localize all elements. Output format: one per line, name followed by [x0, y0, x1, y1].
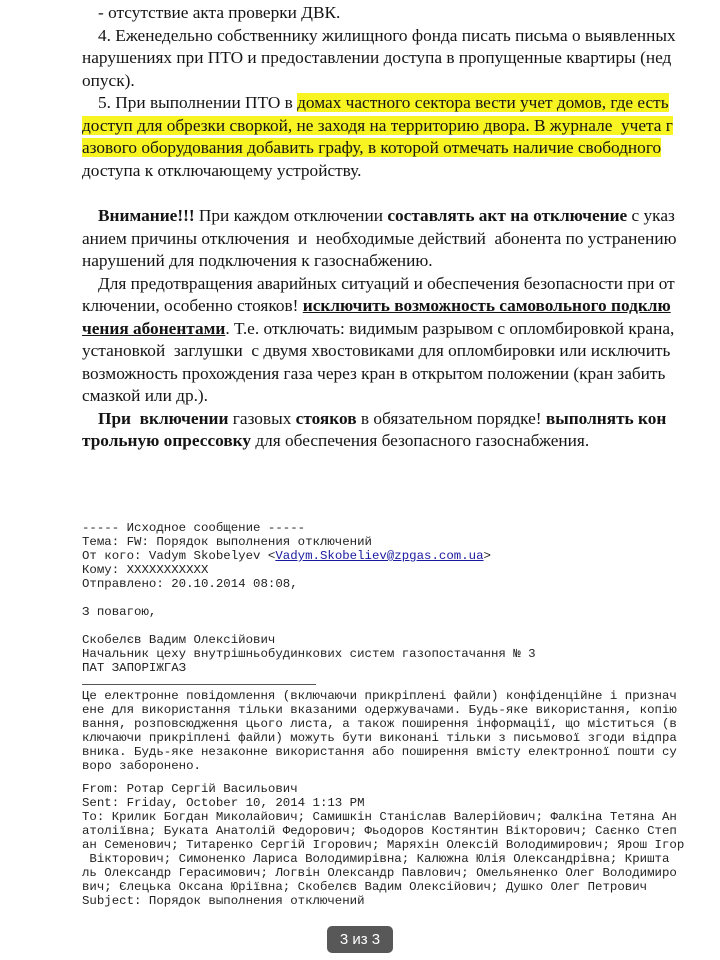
- letter-line: смазкой или др.).: [82, 386, 208, 405]
- letter-line: [82, 318, 674, 340]
- letter-line-item5: [98, 92, 669, 114]
- text-span: в обязательном порядке!: [356, 409, 546, 428]
- signature-divider: [82, 684, 316, 685]
- letter-line: [82, 115, 673, 137]
- page-indicator: 3 из 3: [327, 926, 393, 953]
- bold-text: При включении: [98, 409, 229, 428]
- bold-text: выполнять кон: [545, 409, 667, 428]
- text-span: При каждом отключении: [194, 206, 388, 225]
- orig-from: From: Ротар Сергій Васильович: [82, 782, 298, 796]
- disclaimer-line: Це електронне повідомлення (включаючи прикріплені файли) конфіденційне і признач: [82, 689, 677, 703]
- signature-title: Начальник цеху внутрішньобудинкових систем газопостачання № 3: [82, 647, 536, 661]
- bold-text: трольную опрессовку: [82, 431, 252, 450]
- disclaimer-line: вання, розповсюдження цього листа, а також поширення інформації, що міститься (в: [82, 717, 677, 731]
- disclaimer-line: ключаючи прикріплені файли) можуть бути виконані тільки з письмової згоди відпра: [82, 731, 677, 745]
- letter-line-attention: [98, 205, 675, 227]
- orig-to-line: вич; Єлецька Оксана Юріївна; Скобелєв Вадим Олексійович; Душко Олег Петрович: [82, 880, 648, 894]
- disclaimer-line: ене для використання тільки вказаними одержувачами. Будь-яке використання, копію: [82, 703, 677, 717]
- email-regards: З повагою,: [82, 605, 157, 619]
- orig-subject: Subject: Порядок выполнения отключений: [82, 894, 365, 908]
- letter-line: [98, 408, 666, 430]
- letter-line: - отсутствие акта проверки ДВК.: [98, 3, 341, 22]
- email-separator: ----- Исходное сообщение -----: [82, 521, 306, 535]
- signature-company: ПАТ ЗАПОРІЖГАЗ: [82, 661, 187, 675]
- letter-line: доступа к отключающему устройству.: [82, 161, 362, 180]
- text-span: газовых: [228, 409, 296, 428]
- letter-line: Для предотвращения аварийных ситуаций и обеспечения безопасности при от: [98, 274, 675, 293]
- email-to: Кому: XXXXXXXXXXX: [82, 563, 209, 577]
- text-span: . Т.е. отключать: видимым разрывом с опломбировкой крана,: [225, 319, 675, 338]
- highlighted-text: домах частного сектора вести учет домов, где есть: [297, 93, 669, 112]
- text-span: для обеспечения безопасного газоснабжения.: [251, 431, 590, 450]
- orig-to-line: Вікторович; Симоненко Лариса Володимирівна; Калюжна Юлія Олександрівна; Кришта: [82, 852, 670, 866]
- bold-underlined-text: чения абонентами: [82, 319, 226, 338]
- orig-to-line: To: Крилик Богдан Миколайович; Самишкін Станіслав Валерійович; Фалкіна Тетяна Ан: [82, 810, 677, 824]
- bold-text: составлять акт на отключение: [387, 206, 628, 225]
- text-span: >: [483, 549, 491, 563]
- text-span: с указ: [627, 206, 675, 225]
- letter-line: [82, 430, 589, 452]
- email-link[interactable]: Vadym.Skobeliev@zpgas.com.ua: [275, 549, 484, 563]
- orig-sent: Sent: Friday, October 10, 2014 1:13 PM: [82, 796, 365, 810]
- letter-line: опуск).: [82, 71, 135, 90]
- letter-line: [82, 295, 671, 317]
- letter-line: возможность прохождения газа через кран в открытом положении (кран забить: [82, 364, 666, 383]
- email-subject: Тема: FW: Порядок выполнения отключений: [82, 535, 372, 549]
- orig-to-line: атоліївна; Буката Анатолій Федорович; Фьодоров Костянтин Вікторович; Саєнко Степ: [82, 824, 677, 838]
- orig-to-line: ль Олександр Герасимович; Логвін Олександр Павлович; Омельяненко Олег Володимиро: [82, 866, 677, 880]
- text-span: От кого: Vadym Skobelyev <: [82, 549, 276, 563]
- highlighted-text: доступ для обрезки своркой, не заходя на территорию двора. В журнале учета г: [82, 116, 673, 135]
- signature-name: Скобелєв Вадим Олексійович: [82, 633, 276, 647]
- disclaimer-line: вника. Будь-яке незаконне використання або поширення вмісту електронної пошти су: [82, 745, 677, 759]
- bold-text: стояков: [295, 409, 357, 428]
- email-sent: Отправлено: 20.10.2014 08:08,: [82, 577, 298, 591]
- letter-line: установкой заглушки с двумя хвостовиками для опломбировки или исключить: [82, 341, 671, 360]
- letter-line: нарушениях при ПТО и предоставлении доступа в пропущенные квартиры (нед: [82, 48, 672, 67]
- bold-underlined-text: исключить возможность самовольного подклю: [302, 296, 671, 315]
- letter-line: [82, 137, 661, 159]
- letter-line: анием причины отключения и необходимые действий абонента по устранению: [82, 229, 677, 248]
- letter-line: 4. Еженедельно собственнику жилищного фонда писать письма о выявленных: [98, 26, 676, 45]
- highlighted-text: азового оборудования добавить графу, в которой отмечать наличие свободного: [82, 138, 662, 157]
- letter-line: нарушений для подключения к газоснабжению.: [82, 251, 433, 270]
- email-from: [82, 549, 491, 563]
- orig-to-line: ан Семенович; Титаренко Сергій Ігорович; Маряхін Олексій Володимирович; Ярош Ігор: [82, 838, 685, 852]
- disclaimer-line: воро заборонено.: [82, 759, 201, 773]
- attention-label: Внимание!!!: [98, 206, 195, 225]
- text-span: 5. При выполнении ПТО в: [98, 93, 298, 112]
- text-span: ключении, особенно стояков!: [82, 296, 303, 315]
